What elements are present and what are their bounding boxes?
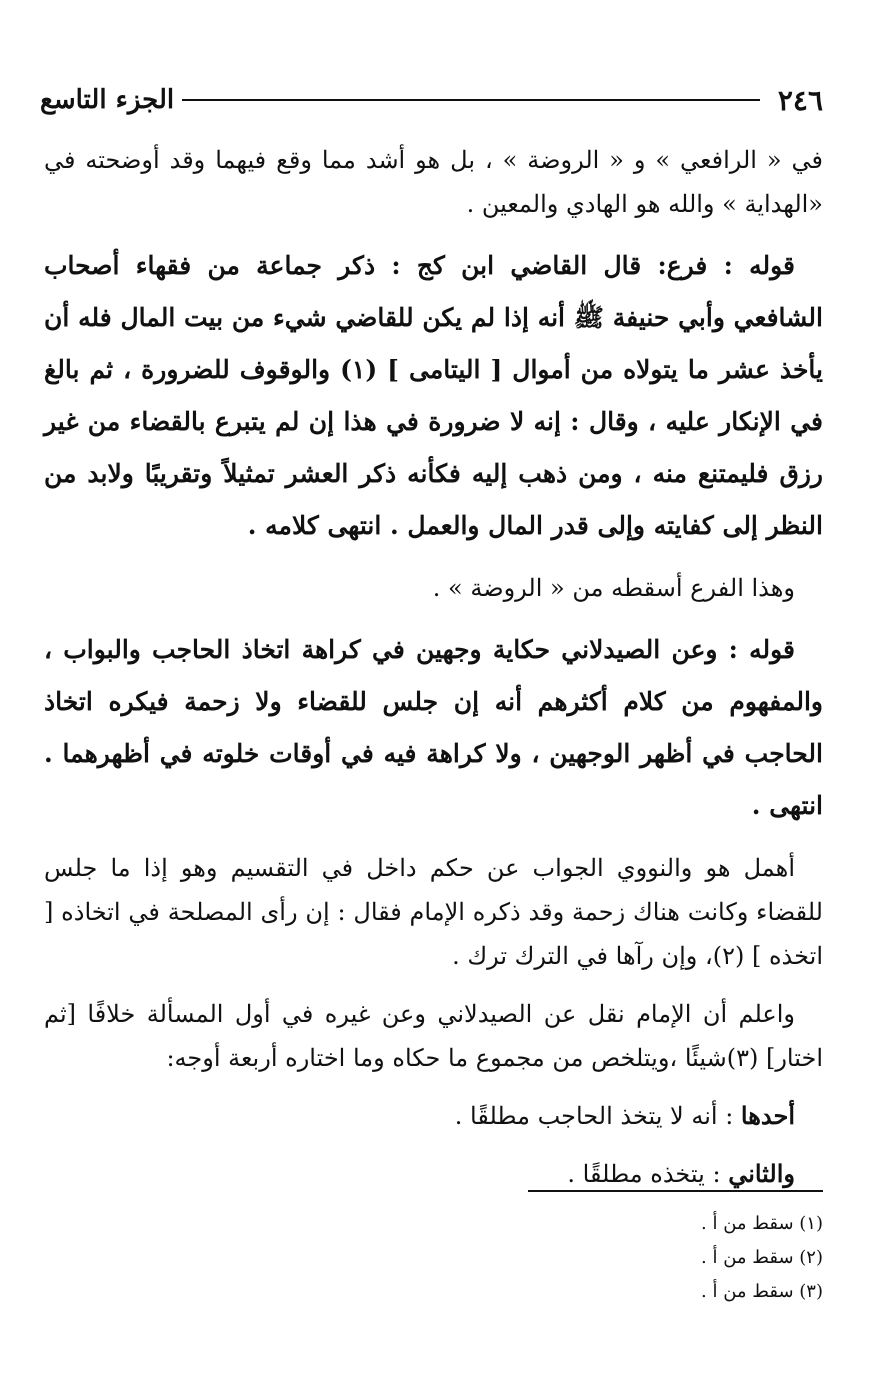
paragraph-1: في « الرافعي » و « الروضة » ، بل هو أشد مما وقع فيهما وقد أوضحته في «الهداية » والله هو الهادي والمعين . xyxy=(44,146,823,218)
page-body xyxy=(44,138,823,1210)
page-header xyxy=(40,80,823,120)
item-text: : يتخذه مطلقًا . xyxy=(567,1160,729,1188)
paragraph-5: أهمل هو والنووي الجواب عن حكم داخل في التقسيم وهو إذا ما جلس للقضاء وكانت هناك زحمة وقد ذكره الإمام فقال : إن رأى المصلحة في اتخاذه [ اتخذه ] (٢)، وإن رآها في الترك ترك . xyxy=(44,854,823,970)
item-label: أحدها xyxy=(740,1101,795,1130)
footnotes xyxy=(400,1207,823,1309)
item-label: والثاني xyxy=(728,1159,795,1188)
footnote: (١) سقط من أ . xyxy=(701,1213,823,1234)
footnote-rule xyxy=(528,1190,823,1192)
list-item xyxy=(44,1094,823,1138)
paragraph-6: واعلم أن الإمام نقل عن الصيدلاني وعن غيره في أول المسألة خلافًا [ثم اختار] (٣)شيئًا ،ويتلخص من مجموع ما حكاه وما اختاره أربعة أوجه: xyxy=(44,1000,823,1072)
footnote: (٣) سقط من أ . xyxy=(701,1281,823,1302)
paragraph-2: قوله : فرع: قال القاضي ابن كج : ذكر جماعة من فقهاء أصحاب الشافعي وأبي حنيفة ﷺ أنه إذا لم يكن للقاضي شيء من بيت المال فله أن يأخذ عشر ما يتولاه من أموال [ اليتامى ] (١) والوقوف للضرورة ، ثم بالغ في الإنكار عليه ، وقال : إنه لا ضرورة في هذا إن لم يتبرع بالقضاء من غير رزق فليمتنع منه ، ومن ذهب إليه فكأنه ذكر العشر تمثيلاً وتقريبًا ولابد من النظر إلى كفايته وإلى قدر المال والعمل . انتهى كلامه . xyxy=(44,251,824,540)
volume-title: الجزء التاسع xyxy=(40,85,175,115)
paragraph-4: قوله : وعن الصيدلاني حكاية وجهين في كراهة اتخاذ الحاجب والبواب ، والمفهوم من كلام أكثرهم أنه إن جلس للقضاء ولا زحمة فيكره اتخاذ الحاجب في أظهر الوجهين ، ولا كراهة فيه في أوقات خلوته في أظهرهما . انتهى . xyxy=(44,635,823,820)
paragraph-3: وهذا الفرع أسقطه من « الروضة » . xyxy=(432,574,795,602)
header-rule xyxy=(182,99,760,101)
footnote: (٢) سقط من أ . xyxy=(701,1247,823,1268)
page-number: ٢٤٦ xyxy=(777,83,823,117)
item-text: : أنه لا يتخذ الحاجب مطلقًا . xyxy=(454,1102,741,1130)
